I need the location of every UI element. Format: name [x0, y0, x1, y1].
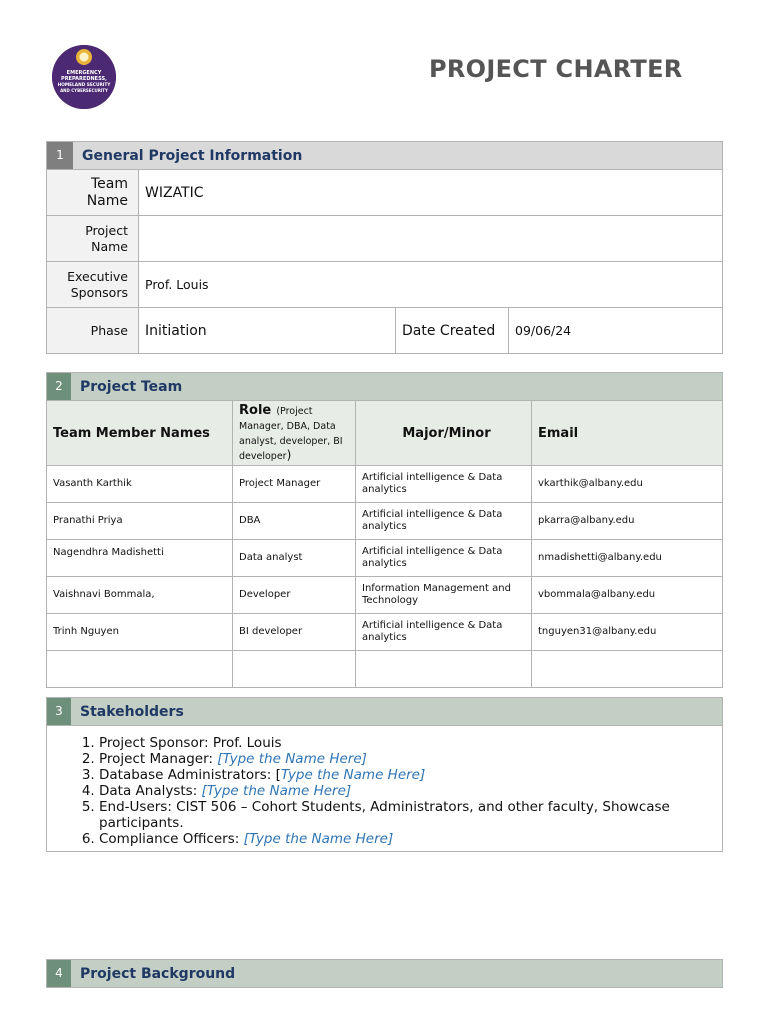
project-name-label: Project Name — [47, 216, 139, 262]
section-number: 4 — [47, 960, 71, 987]
date-created-value[interactable]: 09/06/24 — [509, 308, 723, 354]
table-row — [47, 577, 723, 614]
section-2-header — [47, 373, 723, 401]
project-name-value[interactable] — [139, 216, 723, 262]
placeholder-text[interactable]: Type the Name Here] — [280, 767, 426, 783]
logo-line-4: AND CYBERSECURITY — [60, 88, 108, 93]
list-item — [99, 799, 722, 831]
logo-line-3: HOMELAND SECURITY — [57, 83, 111, 88]
member-email[interactable]: vbommala@albany.edu — [532, 577, 723, 614]
role-header-close: ) — [286, 448, 292, 462]
section-title: General Project Information — [82, 147, 303, 164]
member-major[interactable]: Artificial intelligence & Data analytics — [356, 503, 532, 540]
member-major[interactable]: Artificial intelligence & Data analytics — [356, 614, 532, 651]
section-number: 1 — [47, 142, 73, 169]
list-item — [99, 783, 722, 799]
member-name[interactable]: Vasanth Karthik — [47, 466, 233, 503]
table-row — [47, 466, 723, 503]
table-row-empty — [47, 651, 723, 688]
member-name[interactable]: Trinh Nguyen — [47, 614, 233, 651]
phase-row — [47, 308, 723, 354]
column-header-names: Team Member Names — [47, 401, 233, 466]
list-item — [99, 735, 722, 751]
section-1-header — [47, 142, 723, 170]
section-title: Stakeholders — [80, 703, 184, 720]
stakeholders-list — [47, 735, 722, 847]
member-major[interactable]: Artificial intelligence & Data analytics — [356, 466, 532, 503]
organization-logo — [52, 45, 116, 109]
member-role[interactable]: BI developer — [233, 614, 356, 651]
member-major[interactable] — [356, 651, 532, 688]
exec-sponsors-row — [47, 262, 723, 308]
member-role[interactable]: Developer — [233, 577, 356, 614]
list-item — [99, 831, 722, 847]
list-item — [99, 767, 722, 783]
logo-line-1: EMERGENCY — [66, 70, 102, 76]
table-row — [47, 614, 723, 651]
date-created-label: Date Created — [396, 308, 509, 354]
section-number: 3 — [47, 698, 71, 725]
stakeholders-header-table — [46, 697, 723, 726]
member-role[interactable]: Project Manager — [233, 466, 356, 503]
member-email[interactable]: vkarthik@albany.edu — [532, 466, 723, 503]
section-number: 2 — [47, 373, 71, 400]
project-team-table — [46, 372, 723, 688]
section-title: Project Team — [80, 378, 183, 395]
member-name[interactable]: Vaishnavi Bommala, — [47, 577, 233, 614]
team-name-value[interactable]: WIZATIC — [139, 170, 723, 216]
background-header-table — [46, 959, 723, 988]
member-name[interactable]: Nagendhra Madishetti — [47, 540, 233, 577]
stakeholders-list-box — [46, 725, 723, 852]
phase-value[interactable]: Initiation — [139, 308, 396, 354]
table-row — [47, 540, 723, 577]
list-item — [99, 751, 722, 767]
logo-line-2: PREPAREDNESS, — [61, 76, 107, 82]
section-title: Project Background — [80, 965, 236, 982]
general-info-table — [46, 141, 723, 354]
stakeholder-text: Project Sponsor: Prof. Louis — [99, 735, 282, 751]
exec-sponsors-value[interactable]: Prof. Louis — [139, 262, 723, 308]
stakeholder-text: Data Analysts: — [99, 783, 202, 799]
team-name-label: Team Name — [47, 170, 139, 216]
section-4-header — [47, 960, 723, 988]
member-email[interactable]: tnguyen31@albany.edu — [532, 614, 723, 651]
phase-label: Phase — [47, 308, 139, 354]
section-3-header — [47, 698, 723, 726]
table-row — [47, 503, 723, 540]
column-header-email: Email — [532, 401, 723, 466]
member-name[interactable]: Pranathi Priya — [47, 503, 233, 540]
member-email[interactable]: nmadishetti@albany.edu — [532, 540, 723, 577]
team-header-row — [47, 401, 723, 466]
member-role[interactable]: DBA — [233, 503, 356, 540]
stakeholder-text: End-Users: CIST 506 – Cohort Students, Administrators, and other faculty, Showcase participants. — [99, 799, 670, 831]
placeholder-text[interactable]: [Type the Name Here] — [243, 831, 394, 847]
member-major[interactable]: Information Management and Technology — [356, 577, 532, 614]
role-header-note: (Project Manager, DBA, Data analyst, developer, BI developer — [239, 406, 343, 462]
role-header-label: Role — [239, 403, 272, 418]
member-email[interactable]: pkarra@albany.edu — [532, 503, 723, 540]
document-title: PROJECT CHARTER — [429, 55, 683, 83]
exec-sponsors-label: Executive Sponsors — [47, 262, 139, 308]
member-major[interactable]: Artificial intelligence & Data analytics — [356, 540, 532, 577]
team-name-row — [47, 170, 723, 216]
stakeholder-text: Database Administrators: [ — [99, 767, 281, 783]
member-role[interactable]: Data analyst — [233, 540, 356, 577]
member-name[interactable] — [47, 651, 233, 688]
member-role[interactable] — [233, 651, 356, 688]
member-email[interactable] — [532, 651, 723, 688]
placeholder-text[interactable]: [Type the Name Here] — [201, 783, 352, 799]
stakeholder-text: Project Manager: — [99, 751, 218, 767]
stakeholder-text: Compliance Officers: — [99, 831, 244, 847]
project-name-row — [47, 216, 723, 262]
column-header-major: Major/Minor — [356, 401, 532, 466]
column-header-role — [233, 401, 356, 466]
placeholder-text[interactable]: [Type the Name Here] — [217, 751, 367, 767]
